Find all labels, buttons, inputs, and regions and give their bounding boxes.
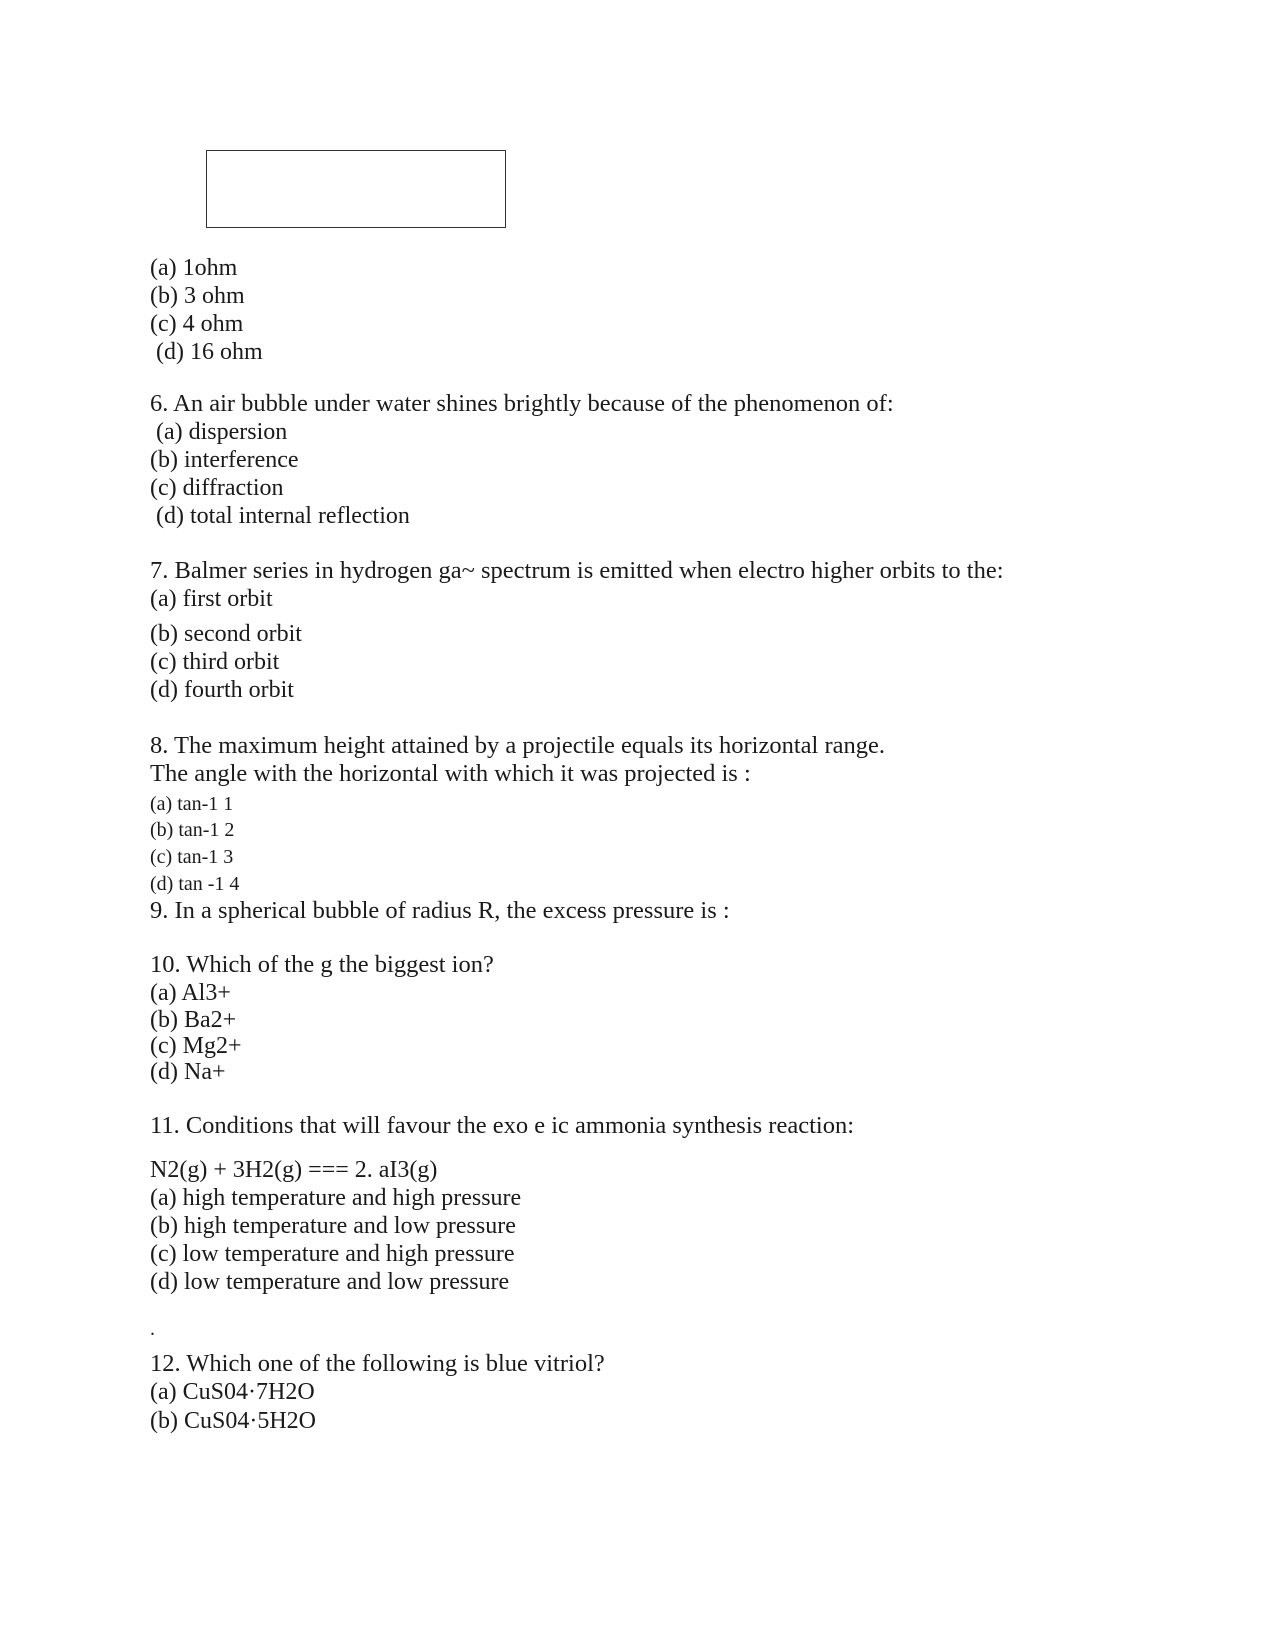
q10-option-b: (b) Ba2+ xyxy=(150,1007,237,1033)
q11-option-a: (a) high temperature and high pressure xyxy=(150,1185,522,1211)
q12-question: 12. Which one of the following is blue vitriol? xyxy=(150,1350,605,1377)
q11-option-d: (d) low temperature and low pressure xyxy=(150,1269,510,1295)
q7-option-b: (b) second orbit xyxy=(150,621,302,647)
q6-option-c: (c) diffraction xyxy=(150,475,284,501)
q5-option-d: (d) 16 ohm xyxy=(156,339,263,365)
q11-option-c: (c) low temperature and high pressure xyxy=(150,1241,515,1267)
q10-option-a: (a) Al3+ xyxy=(150,980,231,1006)
q10-option-d: (d) Na+ xyxy=(150,1059,226,1085)
q7-option-c: (c) third orbit xyxy=(150,649,280,675)
q11-option-b: (b) high temperature and low pressure xyxy=(150,1213,516,1239)
q5-option-b: (b) 3 ohm xyxy=(150,283,245,309)
q8-option-d: (d) tan -1 4 xyxy=(150,873,240,895)
q8-question-line1: 8. The maximum height attained by a projectile equals its horizontal range. xyxy=(150,732,886,759)
q10-question: 10. Which of the g the biggest ion? xyxy=(150,951,494,978)
q11-question: 11. Conditions that will favour the exo e ic ammonia synthesis reaction: xyxy=(150,1112,855,1139)
q6-option-b: (b) interference xyxy=(150,447,299,473)
q6-option-d: (d) total internal reflection xyxy=(156,503,410,529)
q7-question: 7. Balmer series in hydrogen ga~ spectrum is emitted when electro higher orbits to the: xyxy=(150,557,1004,584)
q8-option-b: (b) tan-1 2 xyxy=(150,819,235,841)
separator-dot: . xyxy=(150,1318,155,1340)
q5-option-a: (a) 1ohm xyxy=(150,255,238,281)
q9-question: 9. In a spherical bubble of radius R, the excess pressure is : xyxy=(150,897,730,924)
q8-option-a: (a) tan-1 1 xyxy=(150,793,234,815)
circuit-figure-placeholder xyxy=(206,150,506,228)
q7-option-a: (a) first orbit xyxy=(150,586,273,612)
q12-option-a: (a) CuS04·7H2O xyxy=(150,1379,315,1405)
q7-option-d: (d) fourth orbit xyxy=(150,677,294,703)
q5-option-c: (c) 4 ohm xyxy=(150,311,244,337)
q6-option-a: (a) dispersion xyxy=(156,419,288,445)
q6-question: 6. An air bubble under water shines brightly because of the phenomenon of: xyxy=(150,390,894,417)
q10-option-c: (c) Mg2+ xyxy=(150,1033,242,1059)
q8-question-line2: The angle with the horizontal with which it was projected is : xyxy=(150,760,751,787)
q11-equation: N2(g) + 3H2(g) === 2. aI3(g) xyxy=(150,1157,438,1183)
q12-option-b: (b) CuS04·5H2O xyxy=(150,1408,316,1434)
q8-option-c: (c) tan-1 3 xyxy=(150,846,234,868)
